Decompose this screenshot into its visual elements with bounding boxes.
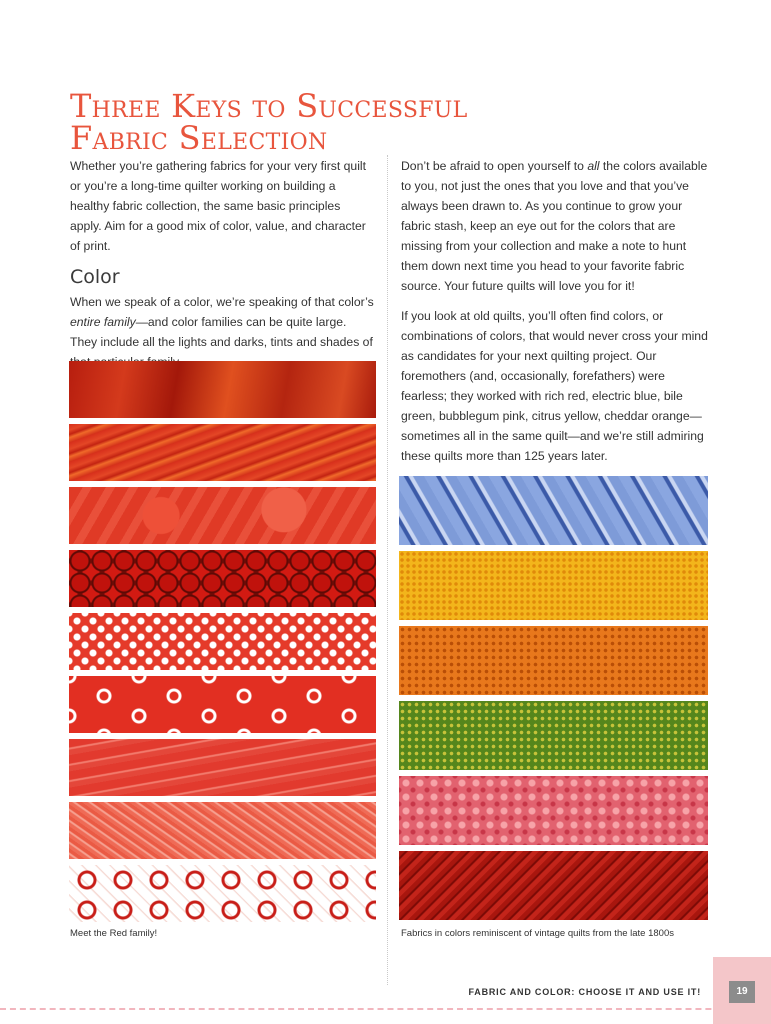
blue-vine-fabric-swatch xyxy=(399,476,708,545)
bubblegum-pink-fabric-swatch xyxy=(399,776,708,845)
section-title-line-2: Fabric Selection xyxy=(70,119,328,157)
open-yourself-end: the colors available to you, not just the ones that you love and that you’ve always been drawn to. As you continue to grow your fabric stash, keep an eye out for the colors that are missing from your collection and make a note to hunt them down next time you head to your favorite fabric source. Your future quilts will love you for it! xyxy=(401,159,708,293)
color-paragraph-start: When we speak of a color, we’re speaking of that color’s xyxy=(70,295,374,309)
red-streak-fabric-swatch xyxy=(69,424,376,481)
section-title-line-1: Three Keys to Successful xyxy=(70,87,468,125)
open-yourself-emphasis: all xyxy=(587,159,600,173)
right-column xyxy=(401,156,711,466)
red-swirl-fabric-swatch xyxy=(69,487,376,544)
open-yourself-start: Don’t be afraid to open yourself to xyxy=(401,159,588,173)
red-on-white-scroll-fabric-swatch xyxy=(69,865,376,922)
red-wave-fabric-swatch xyxy=(69,739,376,796)
red-wreath-fabric-swatch xyxy=(69,676,376,733)
running-footer-title: FABRIC AND COLOR: CHOOSE IT AND USE IT! xyxy=(468,987,701,997)
color-paragraph-end: —and color families can be quite large. They include all the lights and darks, tints and shades of xyxy=(70,315,373,349)
color-paragraph-emphasis: entire family xyxy=(70,315,136,329)
left-column xyxy=(70,156,375,372)
vintage-color-swatches xyxy=(399,476,708,926)
intro-paragraph: Whether you’re gathering fabrics for your very first quilt or you’re a long-time quilter working on building a healthy fabric collection, the same basic principles apply. Aim for a good mix of color, value, and character of print. xyxy=(70,159,367,253)
page-number: 19 xyxy=(729,981,755,1003)
red-polka-dot-fabric-swatch xyxy=(69,613,376,670)
rich-red-fabric-swatch xyxy=(399,851,708,920)
red-fern-fabric-swatch xyxy=(69,361,376,418)
bile-green-fabric-swatch xyxy=(399,701,708,770)
coral-feather-fabric-swatch xyxy=(69,802,376,859)
cheddar-orange-fabric-swatch xyxy=(399,626,708,695)
column-divider xyxy=(387,155,388,985)
open-yourself-paragraph xyxy=(401,156,711,296)
cherry-fabric-swatch xyxy=(69,550,376,607)
color-paragraph xyxy=(70,292,375,372)
old-quilts-paragraph: If you look at old quilts, you’ll often find colors, or combinations of colors, that would never cross your mind as candidates for your next quilting project. Our foremothers (and, occasionally, forefathers) were fearless; they worked with rich red, electric blue, bile green, bubblegum pink, citrus yellow, cheddar orange—sometimes all in the same quilt—and we’re still admiring these quilts more than 125 years later. xyxy=(401,309,708,463)
color-subheading: Color xyxy=(70,266,120,288)
citrus-yellow-fabric-swatch xyxy=(399,551,708,620)
red-family-caption: Meet the Red family! xyxy=(70,928,158,939)
section-title xyxy=(70,87,470,157)
red-family-swatches xyxy=(69,361,376,928)
vintage-caption: Fabrics in colors reminiscent of vintage quilts from the late 1800s xyxy=(401,928,674,939)
footer-dashed-rule xyxy=(0,1008,771,1010)
